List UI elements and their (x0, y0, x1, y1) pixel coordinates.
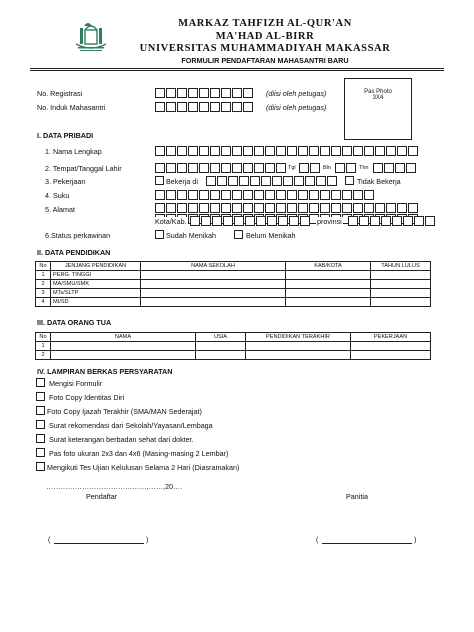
nama-field[interactable] (155, 146, 419, 156)
col-jenjang: JENJANG PENDIDIKAN (51, 262, 141, 271)
no-induk-label: No. Induk Mahasantri (37, 103, 106, 112)
lampiran-item-2: Foto Copy Identitas Diri (49, 393, 125, 402)
bln-field[interactable] (335, 163, 357, 173)
ttl-label: 2. Tempat/Tanggal Lahir (45, 164, 122, 173)
row-jenjang: PERG. TINGGI (51, 271, 141, 280)
lampiran-item-1: Mengisi Formulir (49, 379, 103, 388)
col-nama-sekolah: NAMA SEKOLAH (141, 262, 286, 271)
photo-size: 3X4 (372, 95, 384, 101)
row-no: 2 (36, 351, 51, 360)
bekerja-di-field[interactable] (206, 176, 338, 186)
lampiran-checkbox-5[interactable] (36, 434, 45, 443)
header-divider (30, 68, 444, 69)
header-line-3: UNIVERSITAS MUHAMMADIYAH MAKASSAR (139, 43, 391, 54)
signature-line-pendaftar[interactable] (54, 543, 144, 544)
status-label: 6.Status perkawinan (45, 231, 111, 240)
thn-label: Thn (359, 165, 369, 171)
no-registrasi-field[interactable] (155, 88, 254, 98)
lampiran-checkbox-2[interactable] (36, 392, 45, 401)
lampiran-checkbox-7[interactable] (36, 462, 45, 471)
row-jenjang: MA/SMU/SMK (51, 280, 141, 289)
panitia-label: Panitia (346, 492, 368, 501)
col-usia: USIA (196, 333, 246, 342)
section-4-title: IV. LAMPIRAN BERKAS PERSYARATAN (37, 367, 173, 376)
header-line-2: MA'HAD AL-BIRR (215, 31, 315, 42)
lampiran-item-3: Foto Copy Ijazah Terakhir (SMA/MAN Sederajat) (47, 407, 202, 416)
alamat-label: 5. Alamat (45, 205, 75, 214)
lampiran-item-7: Mengikuti Tes Ujian Kelulusan Selama 2 Hari (Diasramakan) (47, 463, 240, 472)
section-3-title: III. DATA ORANG TUA (37, 318, 112, 327)
row-no: 1 (36, 271, 51, 280)
provinsi-field[interactable] (348, 216, 436, 226)
col-kab-kota: KAB/KOTA (286, 262, 371, 271)
kota-field[interactable] (190, 216, 311, 226)
table-row[interactable] (36, 342, 431, 351)
lampiran-checkbox-3[interactable] (36, 406, 45, 415)
row-no: 2 (36, 280, 51, 289)
provinsi-label: provinsi (317, 217, 342, 226)
row-no: 1 (36, 342, 51, 351)
lampiran-checkbox-1[interactable] (36, 378, 45, 387)
row-jenjang: MTs/SLTP (51, 289, 141, 298)
table-row[interactable] (36, 298, 431, 307)
col-nama: NAMA (51, 333, 196, 342)
col-pendidikan: PENDIDIKAN TERAKHIR (246, 333, 351, 342)
sign-right-close: ) (414, 535, 417, 544)
lampiran-checkbox-4[interactable] (36, 420, 45, 429)
sign-left-open: ( (48, 535, 51, 544)
date-line: ……………………………………,……,20…. (46, 482, 183, 491)
header-divider-2 (30, 70, 444, 71)
sign-left-close: ) (146, 535, 149, 544)
lampiran-item-4: Surat rekomendasi dari Sekolah/Yayasan/Lembaga (49, 421, 213, 430)
kota-label: Kota/Kab. (155, 217, 187, 226)
table-row[interactable] (36, 289, 431, 298)
belum-menikah-checkbox[interactable] (234, 230, 243, 239)
tempat-lahir-field[interactable] (155, 163, 287, 173)
orang-tua-table (35, 332, 431, 360)
section-1-title: I. DATA PRIBADI (37, 131, 94, 140)
table-row[interactable] (36, 351, 431, 360)
no-induk-note: (diisi oleh petugas) (266, 103, 327, 112)
bekerja-label: Bekerja di (166, 177, 198, 186)
lampiran-checkbox-6[interactable] (36, 448, 45, 457)
signature-line-panitia[interactable] (322, 543, 412, 544)
row-no: 4 (36, 298, 51, 307)
photo-label: Pas Photo (364, 89, 392, 95)
lampiran-item-6: Pas foto ukuran 2x3 dan 4x6 (Masing-masing 2 Lembar) (49, 449, 229, 458)
sudah-menikah-checkbox[interactable] (155, 230, 164, 239)
tgl-field[interactable] (299, 163, 321, 173)
form-subtitle: FORMULIR PENDAFTARAN MAHASANTRI BARU (181, 56, 349, 65)
header-line-1: MARKAZ TAHFIZH AL-QUR'AN (178, 18, 352, 29)
col-no: No (36, 333, 51, 342)
no-registrasi-note: (diisi oleh petugas) (266, 89, 327, 98)
table-header-row (36, 333, 431, 342)
pendaftar-label: Pendaftar (86, 492, 118, 501)
col-no: No (36, 262, 51, 271)
tgl-label: Tgl (288, 165, 296, 171)
suku-label: 4. Suku (45, 191, 70, 200)
thn-field[interactable] (373, 163, 417, 173)
col-tahun-lulus: TAHUN LULUS (371, 262, 431, 271)
nama-label: 1. Nama Lengkap (45, 147, 102, 156)
sign-right-open: ( (316, 535, 319, 544)
sudah-menikah-label: Sudah Menikah (166, 231, 216, 240)
lampiran-item-5: Surat keterangan berbadan sehat dari dokter. (49, 435, 194, 444)
photo-box (344, 78, 412, 140)
alamat-field-1[interactable] (155, 203, 419, 213)
no-registrasi-label: No. Registrasi (37, 89, 83, 98)
table-row[interactable] (36, 271, 431, 280)
section-2-title: II. DATA PENDIDIKAN (37, 248, 111, 257)
col-pekerjaan: PEKERJAAN (351, 333, 431, 342)
table-row[interactable] (36, 280, 431, 289)
tidak-bekerja-checkbox[interactable] (345, 176, 354, 185)
belum-menikah-label: Belum Menikah (246, 231, 296, 240)
no-induk-field[interactable] (155, 102, 254, 112)
row-no: 3 (36, 289, 51, 298)
table-header-row (36, 262, 431, 271)
row-jenjang: MI/SD (51, 298, 141, 307)
suku-field[interactable] (155, 190, 375, 200)
bekerja-checkbox[interactable] (155, 176, 164, 185)
tidak-bekerja-label: Tidak Bekerja (357, 177, 401, 186)
pekerjaan-label: 3. Pekerjaan (45, 177, 86, 186)
bln-label: Bln (323, 165, 331, 171)
pendidikan-table (35, 261, 431, 307)
